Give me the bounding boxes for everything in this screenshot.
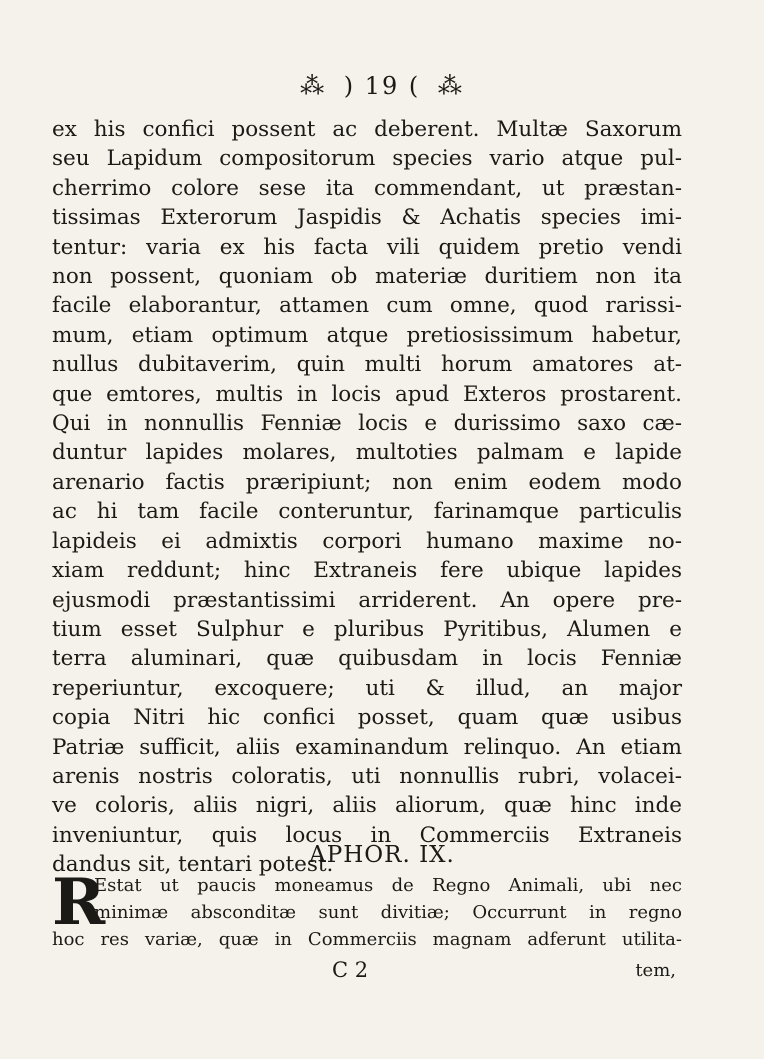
text-line: facile elaborantur, attamen cum omne, quod rarissi- <box>52 293 682 319</box>
page-footer <box>52 958 682 988</box>
header-ornament-left: ⁂ <box>300 72 327 100</box>
text-line: inveniuntur, quis locus in Commerciis Extraneis <box>52 822 682 848</box>
text-line: duntur lapides molares, multoties palmam e lapide <box>52 440 682 466</box>
text-line: cherrimo colore sese ita commendant, ut præstan- <box>52 175 682 201</box>
text-line: Estat ut paucis moneamus de Regno Animali, ubi nec <box>94 875 682 896</box>
text-line: ac hi tam facile conteruntur, farinamque particulis <box>52 499 682 525</box>
text-line: tium esset Sulphur e pluribus Pyritibus, Alumen e <box>52 616 682 642</box>
body-paragraph <box>52 115 682 880</box>
text-line: Patriæ sufficit, aliis examinandum relinquo. An etiam <box>52 734 682 760</box>
catchword: tem, <box>635 960 676 981</box>
text-line: arenis nostris coloratis, uti nonnullis rubri, volacei- <box>52 763 682 789</box>
drop-cap: R <box>52 865 106 940</box>
text-line: tentur: varia ex his facta vili quidem pretio vendi <box>52 234 682 260</box>
text-line: reperiuntur, excoquere; uti & illud, an major <box>52 675 682 701</box>
text-line: arenario factis præripiunt; non enim eodem modo <box>52 469 682 495</box>
text-line: minimæ absconditæ sunt divitiæ; Occurrunt in regno <box>94 902 682 923</box>
page-number: ) 19 ( <box>343 72 421 100</box>
text-line: lapideis ei admixtis corpori humano maxime no- <box>52 528 682 554</box>
text-line: xiam reddunt; hinc Extraneis fere ubique lapides <box>52 558 682 584</box>
section-heading: APHOR. IX. <box>309 842 455 868</box>
text-line: dandus sit, tentari potest. <box>52 852 334 878</box>
text-line: terra aluminari, quæ quibusdam in locis Fenniæ <box>52 646 682 672</box>
text-line: Qui in nonnullis Fenniæ locis e durissimo saxo cæ- <box>52 411 682 437</box>
text-line: ex his confici possent ac deberent. Multæ Saxorum <box>52 117 682 142</box>
page-header <box>0 72 764 100</box>
text-line: seu Lapidum compositorum species vario atque pul- <box>52 146 682 172</box>
text-line: hoc res variæ, quæ in Commerciis magnam adferunt utilita- <box>52 929 682 950</box>
text-line: mum, etiam optimum atque pretiosissimum habetur, <box>52 322 682 348</box>
text-line: que emtores, multis in locis apud Exteros prostarent. <box>52 381 682 407</box>
header-ornament-right: ⁂ <box>437 72 464 100</box>
text-line: non possent, quoniam ob materiæ duritiem non ita <box>52 264 682 290</box>
signature-mark: C 2 <box>332 958 369 982</box>
text-line: tissimas Exterorum Jaspidis & Achatis species imi- <box>52 205 682 231</box>
text-line: ejusmodi præstantissimi arriderent. An opere pre- <box>52 587 682 613</box>
text-line: copia Nitri hic confici posset, quam quæ usibus <box>52 705 682 731</box>
text-line: nullus dubitaverim, quin multi horum amatores at- <box>52 352 682 378</box>
text-line: ve coloris, aliis nigri, aliis aliorum, quæ hinc inde <box>52 793 682 819</box>
